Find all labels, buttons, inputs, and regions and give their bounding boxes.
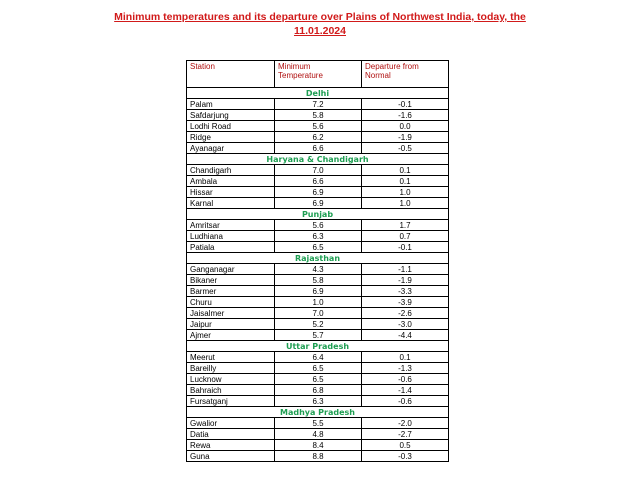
region-name: Punjab: [187, 209, 449, 220]
station-cell: Churu: [187, 297, 275, 308]
station-cell: Palam: [187, 99, 275, 110]
region-row: [187, 341, 449, 352]
departure-cell: -1.4: [362, 385, 449, 396]
header-min-line-2: Temperature: [278, 71, 323, 80]
table-row: [187, 429, 449, 440]
station-cell: Meerut: [187, 352, 275, 363]
station-cell: Bareilly: [187, 363, 275, 374]
departure-cell: -1.9: [362, 275, 449, 286]
temperature-table: [186, 60, 449, 462]
min-temp-cell: 6.5: [275, 242, 362, 253]
min-temp-cell: 6.9: [275, 187, 362, 198]
departure-cell: 1.0: [362, 187, 449, 198]
region-name: Rajasthan: [187, 253, 449, 264]
station-cell: Lucknow: [187, 374, 275, 385]
station-cell: Ludhiana: [187, 231, 275, 242]
table-row: [187, 308, 449, 319]
min-temp-cell: 6.4: [275, 352, 362, 363]
departure-cell: 0.7: [362, 231, 449, 242]
min-temp-cell: 5.6: [275, 121, 362, 132]
min-temp-cell: 4.3: [275, 264, 362, 275]
station-cell: Hissar: [187, 187, 275, 198]
station-cell: Chandigarh: [187, 165, 275, 176]
min-temp-cell: 6.8: [275, 385, 362, 396]
table-row: [187, 396, 449, 407]
table-row: [187, 451, 449, 462]
table-body: [187, 88, 449, 462]
departure-cell: -1.9: [362, 132, 449, 143]
table-row: [187, 231, 449, 242]
min-temp-cell: 5.5: [275, 418, 362, 429]
departure-cell: 1.0: [362, 198, 449, 209]
table-row: [187, 132, 449, 143]
station-cell: Ayanagar: [187, 143, 275, 154]
min-temp-cell: 6.9: [275, 198, 362, 209]
min-temp-cell: 5.6: [275, 220, 362, 231]
departure-cell: -0.6: [362, 374, 449, 385]
table-row: [187, 352, 449, 363]
departure-cell: -0.1: [362, 99, 449, 110]
departure-cell: -0.1: [362, 242, 449, 253]
min-temp-cell: 6.5: [275, 363, 362, 374]
station-cell: Barmer: [187, 286, 275, 297]
document-title-line-2: 11.01.2024: [294, 25, 346, 37]
station-cell: Ajmer: [187, 330, 275, 341]
table-row: [187, 275, 449, 286]
table-row: [187, 319, 449, 330]
region-row: [187, 253, 449, 264]
station-cell: Karnal: [187, 198, 275, 209]
station-cell: Datia: [187, 429, 275, 440]
departure-cell: 0.5: [362, 440, 449, 451]
departure-cell: -2.7: [362, 429, 449, 440]
departure-cell: -0.5: [362, 143, 449, 154]
min-temp-cell: 6.2: [275, 132, 362, 143]
station-cell: Bahraich: [187, 385, 275, 396]
region-name: Delhi: [187, 88, 449, 99]
header-row: [187, 61, 449, 88]
document-title: [0, 10, 640, 38]
station-cell: Fursatganj: [187, 396, 275, 407]
departure-cell: -0.6: [362, 396, 449, 407]
region-row: [187, 209, 449, 220]
station-cell: Guna: [187, 451, 275, 462]
min-temp-cell: 1.0: [275, 297, 362, 308]
departure-cell: -0.3: [362, 451, 449, 462]
header-dep-line-1: Departure from: [365, 62, 419, 71]
table-row: [187, 143, 449, 154]
min-temp-cell: 5.7: [275, 330, 362, 341]
departure-cell: 0.1: [362, 165, 449, 176]
min-temp-cell: 5.8: [275, 110, 362, 121]
table-row: [187, 110, 449, 121]
table-row: [187, 165, 449, 176]
departure-cell: 0.1: [362, 352, 449, 363]
table-header: [187, 61, 449, 88]
min-temp-cell: 6.6: [275, 176, 362, 187]
min-temp-cell: 6.9: [275, 286, 362, 297]
min-temp-cell: 6.3: [275, 396, 362, 407]
table-row: [187, 242, 449, 253]
station-cell: Safdarjung: [187, 110, 275, 121]
departure-cell: 0.1: [362, 176, 449, 187]
min-temp-cell: 6.6: [275, 143, 362, 154]
table-row: [187, 418, 449, 429]
station-cell: Patiala: [187, 242, 275, 253]
table-row: [187, 264, 449, 275]
table-row: [187, 187, 449, 198]
header-station: Station: [187, 61, 275, 88]
region-row: [187, 154, 449, 165]
departure-cell: -4.4: [362, 330, 449, 341]
table-row: [187, 385, 449, 396]
station-cell: Gwalior: [187, 418, 275, 429]
min-temp-cell: 7.0: [275, 165, 362, 176]
table-row: [187, 330, 449, 341]
table-row: [187, 297, 449, 308]
station-cell: Rewa: [187, 440, 275, 451]
min-temp-cell: 8.4: [275, 440, 362, 451]
station-cell: Bikaner: [187, 275, 275, 286]
document-title-line-1: Minimum temperatures and its departure over Plains of Northwest India, today, the: [114, 11, 526, 23]
departure-cell: -1.3: [362, 363, 449, 374]
departure-cell: -2.0: [362, 418, 449, 429]
departure-cell: -2.6: [362, 308, 449, 319]
table-row: [187, 121, 449, 132]
region-name: Madhya Pradesh: [187, 407, 449, 418]
min-temp-cell: 7.2: [275, 99, 362, 110]
table-row: [187, 363, 449, 374]
table-row: [187, 220, 449, 231]
table-row: [187, 176, 449, 187]
station-cell: Lodhi Road: [187, 121, 275, 132]
departure-cell: 1.7: [362, 220, 449, 231]
table-row: [187, 440, 449, 451]
departure-cell: 0.0: [362, 121, 449, 132]
min-temp-cell: 8.8: [275, 451, 362, 462]
departure-cell: -1.1: [362, 264, 449, 275]
header-min-line-1: Minimum: [278, 62, 311, 71]
min-temp-cell: 7.0: [275, 308, 362, 319]
header-minimum-temperature: [275, 61, 362, 88]
station-cell: Jaipur: [187, 319, 275, 330]
station-cell: Ambala: [187, 176, 275, 187]
region-name: Uttar Pradesh: [187, 341, 449, 352]
min-temp-cell: 6.3: [275, 231, 362, 242]
region-row: [187, 88, 449, 99]
header-dep-line-2: Normal: [365, 71, 391, 80]
station-cell: Ridge: [187, 132, 275, 143]
table-row: [187, 198, 449, 209]
station-cell: Jaisalmer: [187, 308, 275, 319]
region-row: [187, 407, 449, 418]
departure-cell: -1.6: [362, 110, 449, 121]
station-cell: Amritsar: [187, 220, 275, 231]
region-name: Haryana & Chandigarh: [187, 154, 449, 165]
min-temp-cell: 6.5: [275, 374, 362, 385]
departure-cell: -3.9: [362, 297, 449, 308]
min-temp-cell: 4.8: [275, 429, 362, 440]
station-cell: Ganganagar: [187, 264, 275, 275]
min-temp-cell: 5.8: [275, 275, 362, 286]
header-departure-from-normal: [362, 61, 449, 88]
table-row: [187, 374, 449, 385]
table-row: [187, 99, 449, 110]
departure-cell: -3.0: [362, 319, 449, 330]
table-row: [187, 286, 449, 297]
min-temp-cell: 5.2: [275, 319, 362, 330]
departure-cell: -3.3: [362, 286, 449, 297]
